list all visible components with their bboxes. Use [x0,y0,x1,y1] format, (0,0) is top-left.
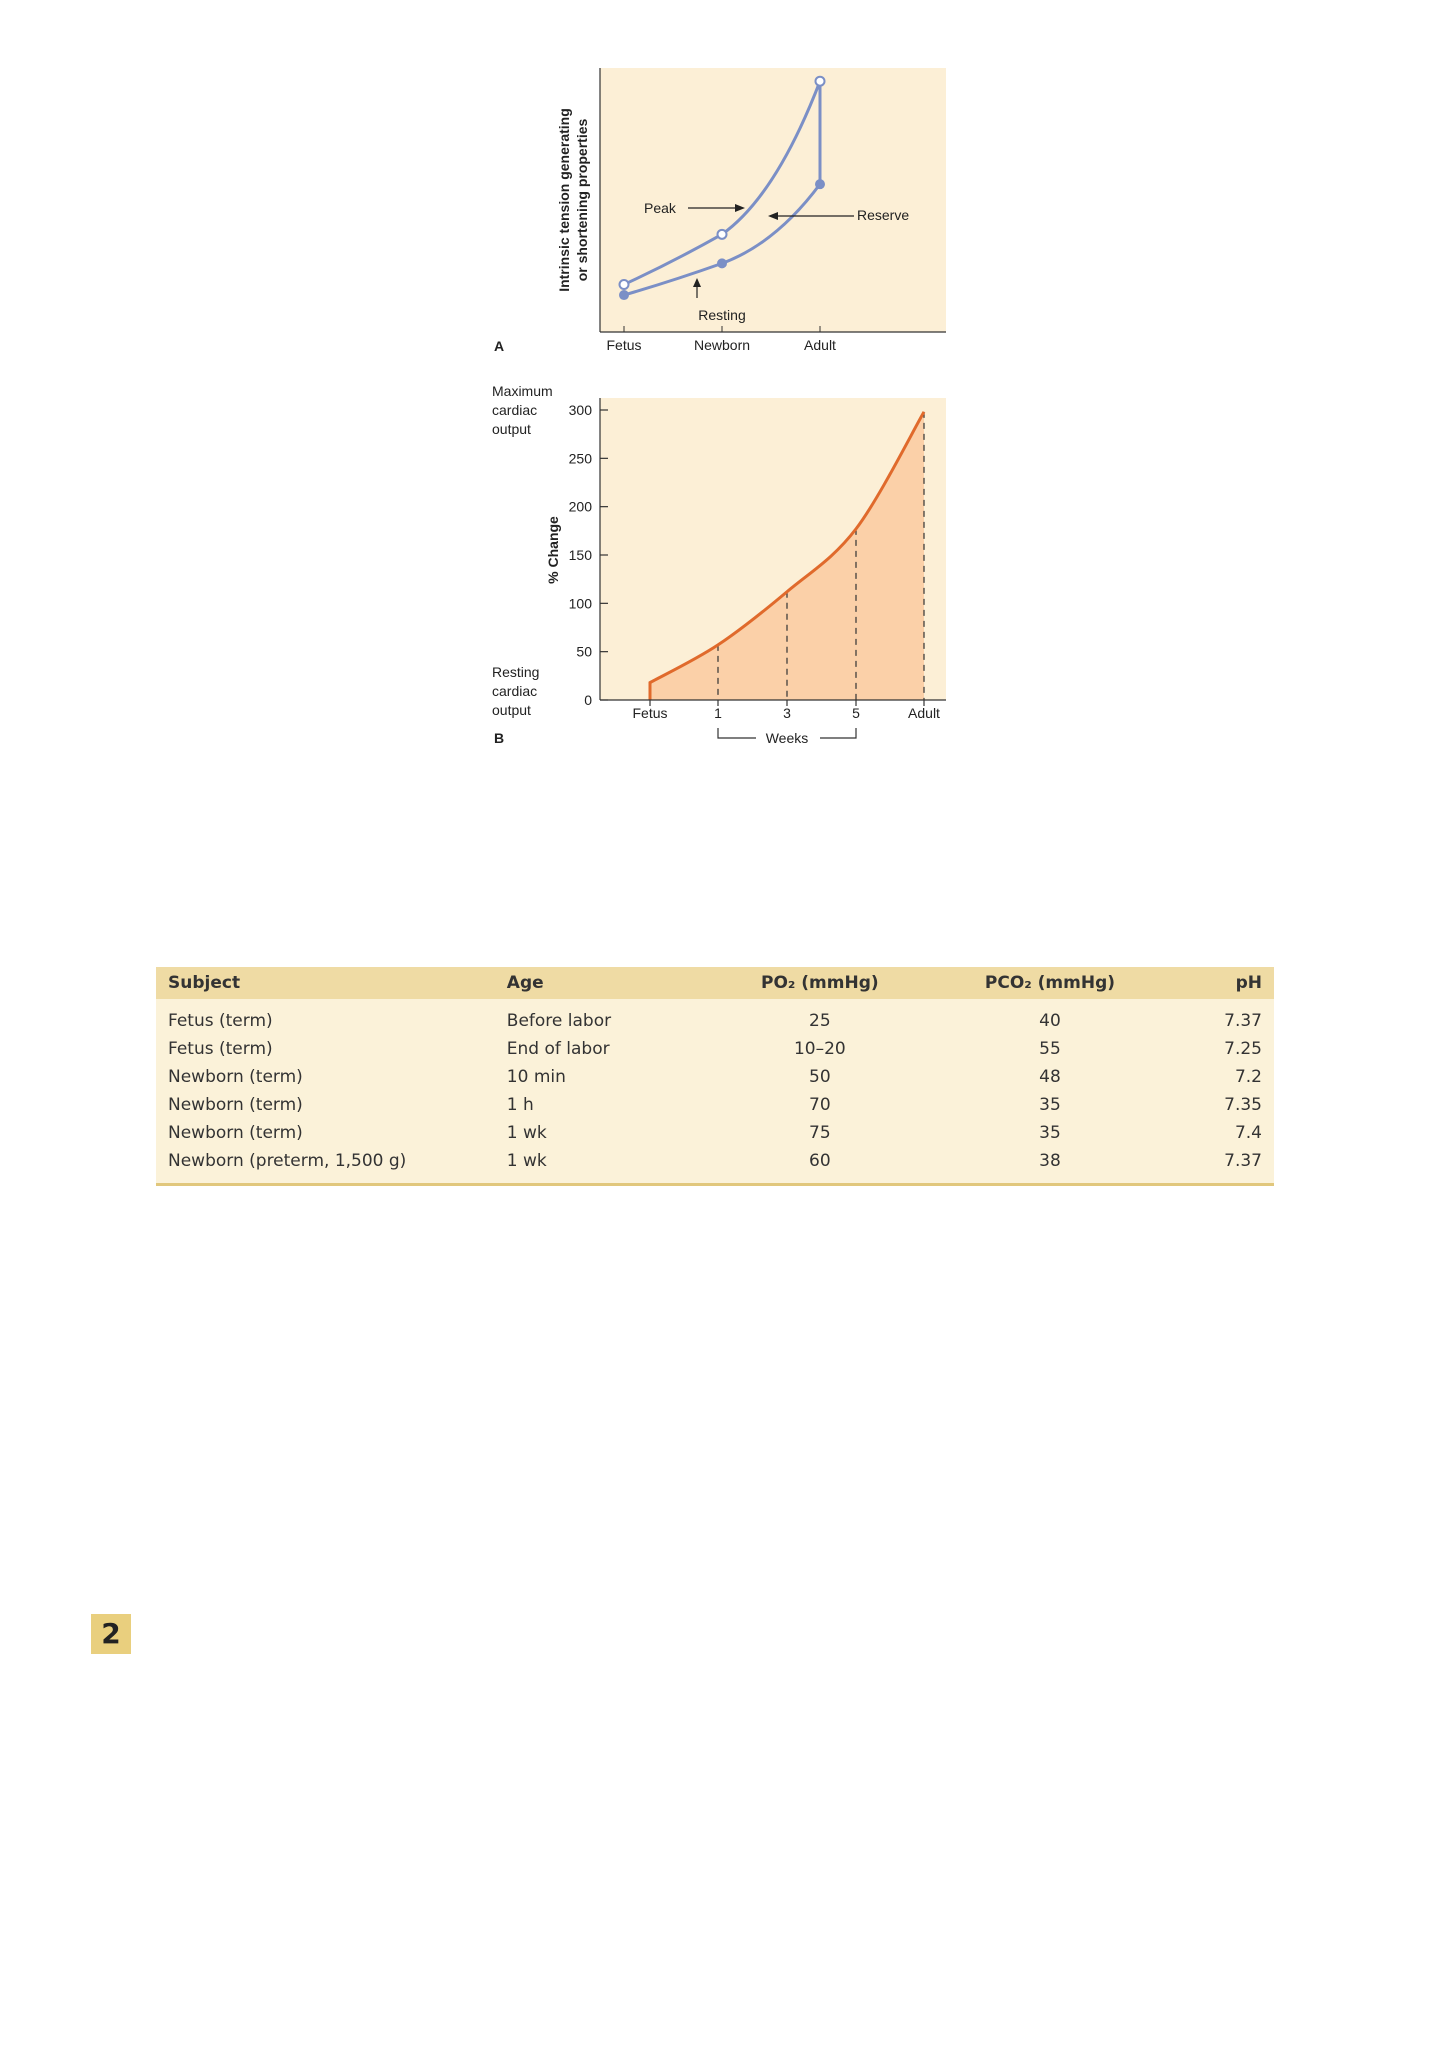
cell-subject: Newborn (term) [168,1095,303,1115]
figure-b-y-tick-label: 0 [584,692,592,708]
table-row [156,999,1274,1035]
figure-b-x-tick-label: Adult [908,705,940,721]
figure-a-peak-point [816,77,825,86]
figure-b-y-tick-label: 200 [568,498,592,515]
cell-age: 1 h [506,1095,534,1115]
figure-b-x-tick-label: 3 [783,705,791,721]
cell-ph: 7.4 [1234,1123,1262,1143]
cell-subject: Newborn (term) [168,1067,303,1087]
cell-pco2: 48 [1039,1067,1061,1087]
header-subject: Subject [168,973,241,993]
figure-b-y-axis-title: % Change [545,516,561,584]
figure-a-x-tick-label-adult: Adult [804,337,836,353]
cell-ph: 7.25 [1224,1039,1262,1059]
cell-age: 1 wk [506,1151,547,1171]
cell-pco2: 35 [1039,1123,1061,1143]
cell-subject: Newborn (preterm, 1,500 g) [168,1151,407,1171]
figure-b-weeks-label: Weeks [765,730,809,746]
table-row [156,1147,1274,1185]
figure-a-resting-point [620,291,629,300]
figure-b-y-tick-label: 150 [568,547,592,563]
figure-b-bottom-label-1: Resting [492,664,540,680]
cell-subject: Newborn (term) [168,1123,303,1143]
blood-gas-table [156,967,1274,1186]
figure-b-x-tick-label: Fetus [632,705,668,721]
cell-pco2: 35 [1039,1095,1061,1115]
cell-age: 1 wk [506,1123,547,1143]
table-row [156,1119,1274,1147]
cell-ph: 7.35 [1224,1095,1262,1115]
cell-po2: 70 [809,1095,831,1115]
figure-b-y-tick-label: 250 [568,450,592,467]
figure-b-top-label-3: output [492,421,531,437]
figure-a-resting-label: Resting [698,307,746,323]
figure-b [492,383,946,746]
figure-a-peak-label: Peak [644,200,676,216]
table-row [156,1035,1274,1063]
figure-b-y-tick-label: 300 [568,402,592,418]
cell-po2: 75 [809,1123,831,1143]
figure-a-peak-point [718,230,727,239]
figure [0,0,1448,780]
cell-po2: 10–20 [793,1039,846,1059]
figure-b-x-tick-label: 1 [714,705,722,721]
table-row [156,1063,1274,1091]
figure-b-y-tick-label: 100 [568,595,592,612]
header-age: Age [506,973,544,993]
figure-a-x-tick-label-fetus: Fetus [606,337,642,353]
table-row [156,1091,1274,1119]
table-header-row [156,967,1274,999]
header-po2: PO₂ (mmHg) [761,973,879,993]
cell-subject: Fetus (term) [168,1011,273,1031]
figure-a-peak-point [620,280,629,289]
figure-a-panel-label: A [494,338,505,354]
figure-b-bottom-label-3: output [492,702,531,718]
cell-pco2: 55 [1039,1039,1061,1059]
figure-a-resting-point [816,180,825,189]
cell-ph: 7.37 [1224,1011,1262,1031]
page-number-badge: 2 [91,1614,131,1654]
cell-po2: 25 [809,1011,831,1031]
figure-b-x-tick-label: 5 [852,705,860,721]
figure-a-reserve-label: Reserve [857,207,910,223]
figure-a [494,68,946,354]
cell-age: 10 min [506,1067,566,1087]
cell-age: Before labor [506,1011,612,1031]
figure-b-panel-label: B [494,730,505,746]
figure-b-x-ticks [632,700,940,721]
header-pco2: PCO₂ (mmHg) [984,973,1116,993]
figure-b-top-label-2: cardiac [492,402,538,418]
figure-a-x-tick-label-newborn: Newborn [693,337,751,353]
figure-a-y-axis-title-line2: or shortening properties [574,118,590,282]
cell-subject: Fetus (term) [168,1039,273,1059]
figure-a-resting-point [718,259,727,268]
cell-ph: 7.37 [1224,1151,1262,1171]
cell-ph: 7.2 [1234,1067,1262,1087]
cell-pco2: 40 [1039,1011,1061,1031]
figure-b-bottom-label-2: cardiac [492,683,538,699]
figure-b-top-label-1: Maximum [492,383,553,399]
header-ph: pH [1235,973,1262,993]
cell-age: End of labor [506,1039,610,1059]
figure-b-y-tick-label: 50 [576,643,592,660]
cell-pco2: 38 [1039,1151,1061,1171]
cell-po2: 60 [809,1151,831,1171]
figure-a-y-axis-title-line1: Intrinsic tension generating [556,108,572,292]
cell-po2: 50 [809,1067,831,1087]
